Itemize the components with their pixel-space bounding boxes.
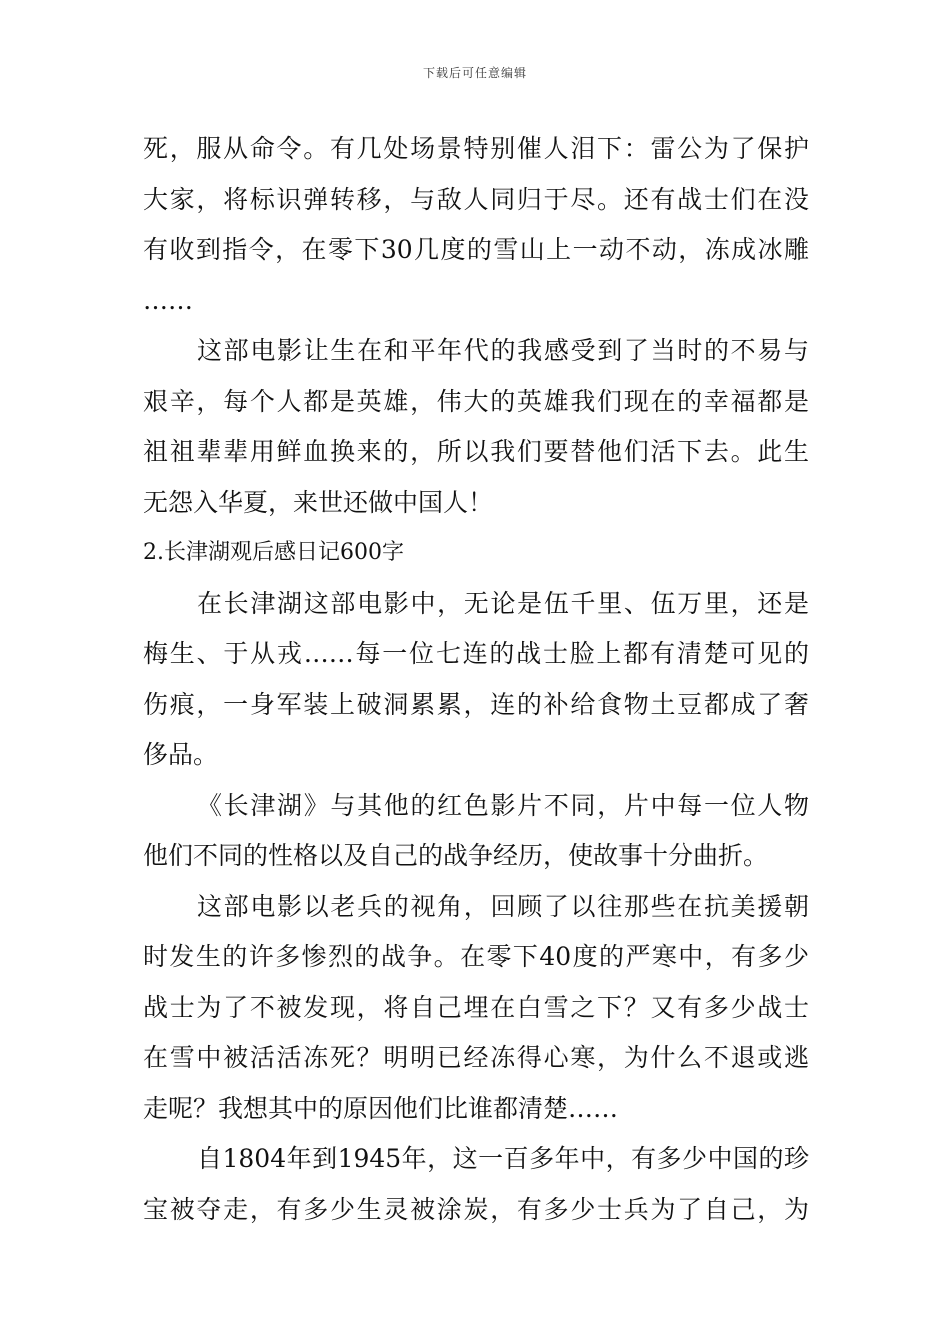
- text-line: 在长津湖这部电影中，无论是伍千里、伍万里，还是: [197, 588, 809, 618]
- page-header: 下载后可任意编辑: [422, 66, 527, 80]
- text-line: 侈品。: [143, 740, 219, 769]
- text-line: 梅生、于从戎……每一位七连的战士脸上都有清楚可见的: [143, 639, 809, 668]
- text-line: 死，服从命令。有几处场景特别催人泪下：雷公为了保护: [143, 134, 809, 163]
- text-line: 这部电影让生在和平年代的我感受到了当时的不易与: [197, 336, 809, 365]
- section-heading: 2.长津湖观后感日记600字: [143, 540, 404, 565]
- text-line: 大家，将标识弹转移，与敌人同归于尽。还有战士们在没: [143, 184, 809, 214]
- text-line: 无怨入华夏，来世还做中国人！: [143, 487, 494, 517]
- text-line: 《长津湖》与其他的红色影片不同，片中每一位人物: [197, 790, 809, 820]
- document-body: [143, 124, 809, 1235]
- text-line: 在雪中被活活冻死？明明已经冻得心寒，为什么不退或逃: [143, 1043, 809, 1072]
- text-line: 艰辛，每个人都是英雄，伟大的英雄我们现在的幸福都是: [143, 386, 809, 416]
- text-line: 祖祖辈辈用鲜血换来的，所以我们要替他们活下去。此生: [143, 437, 809, 466]
- text-line: 时发生的许多惨烈的战争。在零下40度的严寒中，有多少: [143, 942, 809, 971]
- text-line: 走呢？我想其中的原因他们比谁都清楚……: [143, 1093, 619, 1123]
- text-line: 这部电影以老兵的视角，回顾了以往那些在抗美援朝: [197, 891, 809, 921]
- text-line: 有收到指令，在零下30几度的雪山上一动不动，冻成冰雕: [143, 235, 809, 264]
- text-line: 伤痕，一身军装上破洞累累，连的补给食物土豆都成了奢: [143, 689, 809, 719]
- text-line: 宝被夺走，有多少生灵被涂炭，有多少士兵为了自己，为: [143, 1194, 809, 1224]
- text-line: 战士为了不被发现，将自己埋在白雪之下？又有多少战士: [143, 992, 809, 1022]
- text-line: 自1804年到1945年，这一百多年中，有多少中国的珍: [197, 1144, 809, 1173]
- text-line: ……: [143, 285, 193, 315]
- text-line: 他们不同的性格以及自己的战争经历，使故事十分曲折。: [143, 841, 769, 870]
